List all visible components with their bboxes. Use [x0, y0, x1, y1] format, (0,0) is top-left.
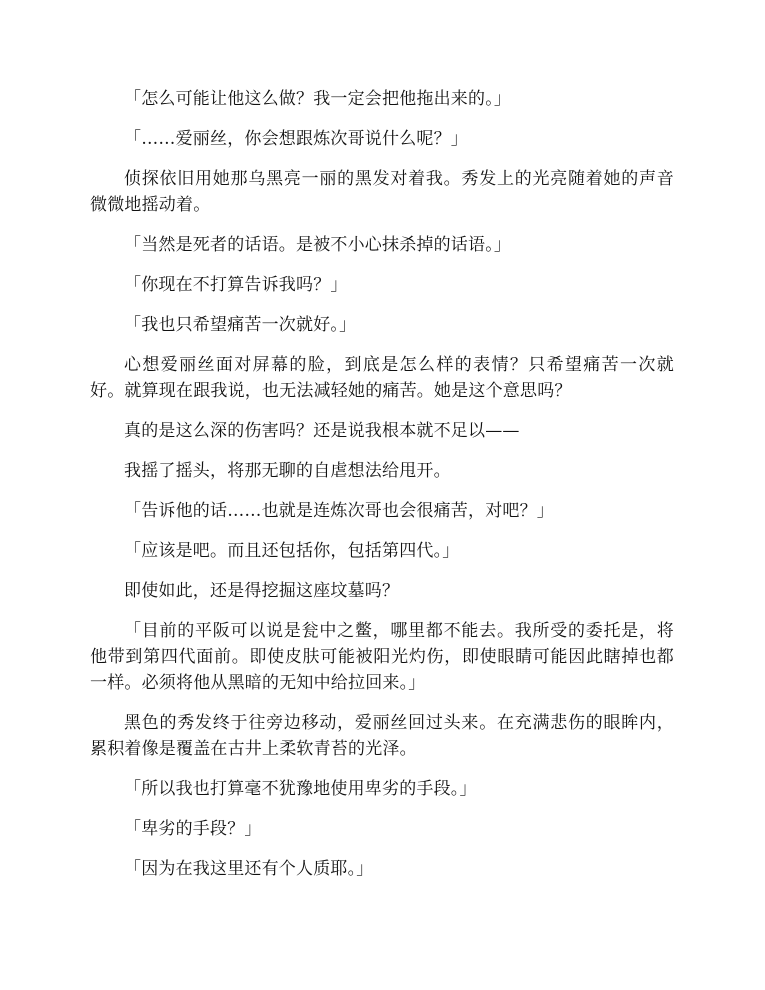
paragraph: 「目前的平阪可以说是瓮中之鳖，哪里都不能去。我所受的委托是，将他带到第四代面前。即使皮肤可能被阳光灼伤，即使眼睛可能因此瞎掉也都一样。必须将他从黑暗的无知中给拉回来。」 [90, 621, 674, 693]
paragraph: 「应该是吧。而且还包括你，包括第四代。」 [124, 541, 460, 561]
paragraph: 「告诉他的话……也就是连炼次哥也会很痛苦，对吧？」 [124, 501, 554, 521]
paragraph: 「怎么可能让他这么做？我一定会把他拖出来的。」 [124, 89, 512, 109]
paragraph: 「当然是死者的话语。是被不小心抹杀掉的话语。」 [124, 235, 512, 255]
paragraph: 心想爱丽丝面对屏幕的脸，到底是怎么样的表情？只希望痛苦一次就好。就算现在跟我说，也无法减轻她的痛苦。她是这个意思吗？ [90, 355, 674, 401]
text-body [90, 86, 674, 896]
paragraph: 「我也只希望痛苦一次就好。」 [124, 315, 357, 335]
paragraph: 「你现在不打算告诉我吗？」 [124, 275, 348, 295]
paragraph: 我摇了摇头，将那无聊的自虐想法给甩开。 [124, 461, 451, 481]
paragraph: 「因为在我这里还有个人质耶。」 [124, 859, 374, 879]
paragraph: 黑色的秀发终于往旁边移动，爱丽丝回过头来。在充满悲伤的眼眸内，累积着像是覆盖在古井上柔软青苔的光泽。 [90, 713, 674, 759]
paragraph: 「所以我也打算毫不犹豫地使用卑劣的手段。」 [124, 779, 477, 799]
paragraph: 「……爱丽丝，你会想跟炼次哥说什么呢？」 [124, 129, 468, 149]
paragraph: 即使如此，还是得挖掘这座坟墓吗？ [124, 581, 400, 601]
paragraph: 侦探依旧用她那乌黑亮一丽的黑发对着我。秀发上的光亮随着她的声音微微地摇动着。 [90, 169, 674, 215]
paragraph: 「卑劣的手段？」 [124, 819, 262, 839]
paragraph: 真的是这么深的伤害吗？还是说我根本就不足以—— [124, 421, 520, 441]
